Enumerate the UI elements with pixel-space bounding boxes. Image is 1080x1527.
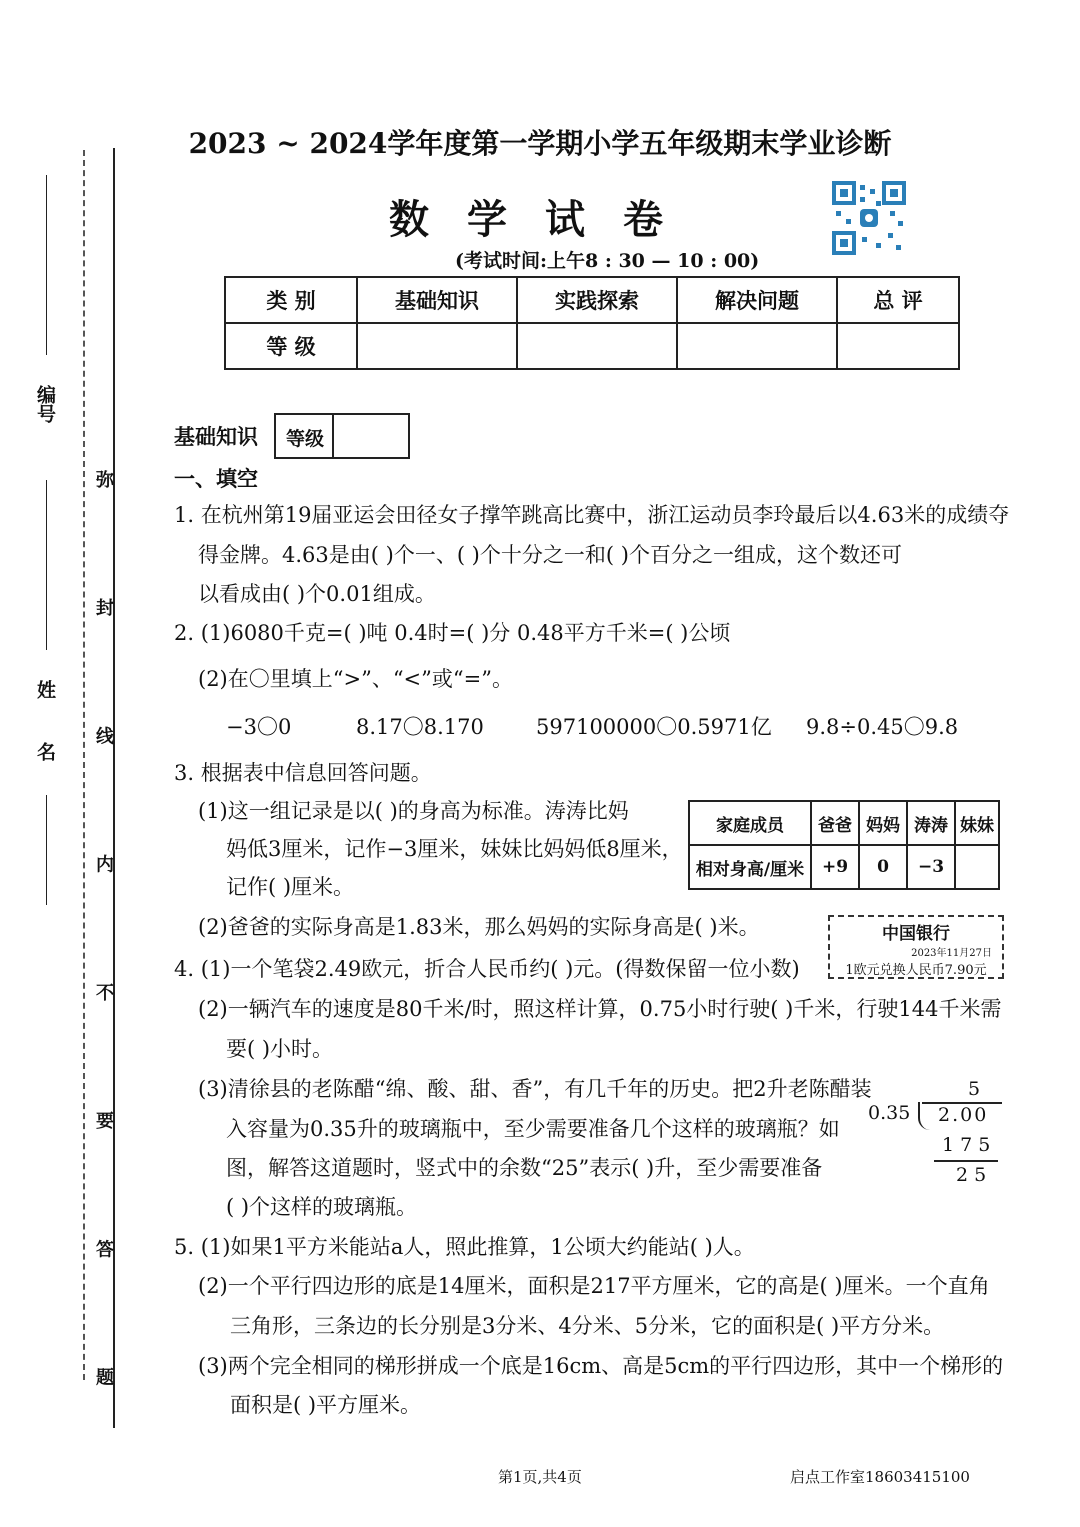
grade-cell-solve[interactable]	[677, 323, 837, 369]
page-number: 第1页,共4页	[498, 1468, 582, 1486]
seal-text: 弥 封 线 内 不 要 答 题	[93, 470, 114, 1438]
q4-line2: (2)一辆汽车的速度是80千米/时，照这样计算，0.75小时行驶( )千米，行驶144千米需	[198, 997, 1002, 1021]
grade-header-basic: 基础知识	[357, 277, 517, 323]
family-value-dad: +9	[811, 845, 859, 889]
grade-cell-total[interactable]	[837, 323, 959, 369]
bank-name: 中国银行	[882, 924, 950, 944]
section-grade-label: 等级	[286, 428, 325, 450]
q2-compare-b: 8.17〇8.170	[356, 715, 484, 739]
division-quotient: 5	[968, 1078, 981, 1100]
grade-cell-basic[interactable]	[357, 323, 517, 369]
q5-line4: (3)两个完全相同的梯形拼成一个底是16cm、高是5cm的平行四边形，其中一个梯形的	[198, 1354, 1004, 1378]
q2-line1: 2. (1)6080千克=( )吨 0.4时=( )分 0.48平方千米=( )公顷	[174, 621, 731, 645]
q3-line5: (2)爸爸的实际身高是1.83米，那么妈妈的实际身高是( )米。	[198, 915, 760, 939]
q3-line4: 记作( )厘米。	[226, 875, 355, 899]
grade-header-practice: 实践探索	[517, 277, 677, 323]
qr-code-icon	[832, 181, 906, 255]
q4-line5: 入容量为0.35升的玻璃瓶中，至少需要准备几个这样的玻璃瓶？如	[226, 1117, 840, 1141]
q5-line1: 5. (1)如果1平方米能站a人，照此推算，1公顷大约能站( )人。	[174, 1235, 755, 1259]
q4-line3: 要( )小时。	[226, 1037, 334, 1061]
family-table	[688, 800, 1000, 890]
family-header-mom: 妈妈	[859, 801, 907, 845]
name-label: 姓 名	[34, 680, 56, 779]
bank-rate: 1欧元兑换人民币7.90元	[845, 963, 987, 978]
seal-dashed-line	[83, 150, 85, 1380]
division-remainder: 2 5	[956, 1164, 987, 1186]
studio-credit: 启点工作室18603415100	[790, 1468, 970, 1486]
q3-line1: 3. 根据表中信息回答问题。	[174, 761, 432, 785]
bank-rate-note	[828, 915, 1004, 979]
q3-line2: (1)这一组记录是以( )的身高为标准。涛涛比妈	[198, 799, 629, 823]
division-divisor: 0.35	[868, 1102, 911, 1124]
q1-line2: 得金牌。4.63是由( )个一、( )个十分之一和( )个百分之一组成，这个数还可	[198, 543, 902, 567]
number-line	[46, 175, 47, 355]
division-bracket	[918, 1102, 934, 1130]
family-header-dad: 爸爸	[811, 801, 859, 845]
section-grade-input[interactable]	[334, 415, 408, 457]
family-header-sister: 妹妹	[955, 801, 999, 845]
q2-compare-d: 9.8÷0.45〇9.8	[806, 715, 959, 739]
exam-time: (考试时间:上午8 : 30 — 10 : 00)	[455, 250, 760, 272]
family-value-sister[interactable]	[955, 845, 999, 889]
q4-line6: 图，解答这道题时，竖式中的余数“25”表示( )升，至少需要准备	[226, 1156, 823, 1180]
q1-line1: 1. 在杭州第19届亚运会田径女子撑竿跳高比赛中，浙江运动员李玲最后以4.63米的成绩夺	[174, 503, 1010, 527]
grade-row-label: 等 级	[225, 323, 357, 369]
subject-title: 数学试卷	[389, 196, 701, 243]
q4-line4: (3)清徐县的老陈醋“绵、酸、甜、香”，有几千年的历史。把2升老陈醋装	[198, 1077, 872, 1101]
long-division	[868, 1078, 1018, 1188]
family-header-taotao: 涛涛	[907, 801, 955, 845]
q5-line2: (2)一个平行四边形的底是14厘米，面积是217平方厘米，它的高是( )厘米。一个直角	[198, 1274, 990, 1298]
division-subtract-line	[934, 1160, 998, 1162]
grade-cell-practice[interactable]	[517, 323, 677, 369]
grade-header-category: 类 别	[225, 277, 357, 323]
number-label: 编号	[34, 385, 56, 423]
q2-compare-a: −3〇0	[226, 715, 292, 739]
grade-header-total: 总 评	[837, 277, 959, 323]
division-product: 1 7 5	[942, 1134, 991, 1156]
grade-table	[224, 276, 960, 370]
part-title: 一、填空	[174, 466, 258, 491]
bank-date: 2023年11月27日	[911, 948, 992, 959]
q4-line7: ( )个这样的玻璃瓶。	[226, 1195, 418, 1219]
division-dividend: 2.00	[938, 1104, 989, 1126]
family-row-label: 相对身高/厘米	[689, 845, 811, 889]
exam-title: 2023 ~ 2024学年度第一学期小学五年级期末学业诊断	[188, 127, 892, 160]
q2-compare-c: 597100000〇0.5971亿	[536, 715, 772, 739]
q2-line2: (2)在〇里填上“>”、“<”或“=”。	[198, 667, 513, 691]
section-name: 基础知识	[174, 424, 258, 449]
q3-line3: 妈低3厘米，记作−3厘米，妹妹比妈妈低8厘米，	[226, 837, 683, 861]
section-grade-box	[274, 413, 410, 459]
grade-header-solve: 解决问题	[677, 277, 837, 323]
q1-line3: 以看成由( )个0.01组成。	[198, 582, 436, 606]
name-line-top	[46, 480, 47, 650]
family-value-taotao: −3	[907, 845, 955, 889]
family-value-mom: 0	[859, 845, 907, 889]
q5-line5: 面积是( )平方厘米。	[230, 1393, 422, 1417]
q5-line3: 三角形，三条边的长分别是3分米、4分米、5分米，它的面积是( )平方分米。	[230, 1314, 945, 1338]
family-header-member: 家庭成员	[689, 801, 811, 845]
name-line-bottom	[46, 795, 47, 905]
q4-line1: 4. (1)一个笔袋2.49欧元，折合人民币约( )元。(得数保留一位小数)	[174, 957, 800, 981]
